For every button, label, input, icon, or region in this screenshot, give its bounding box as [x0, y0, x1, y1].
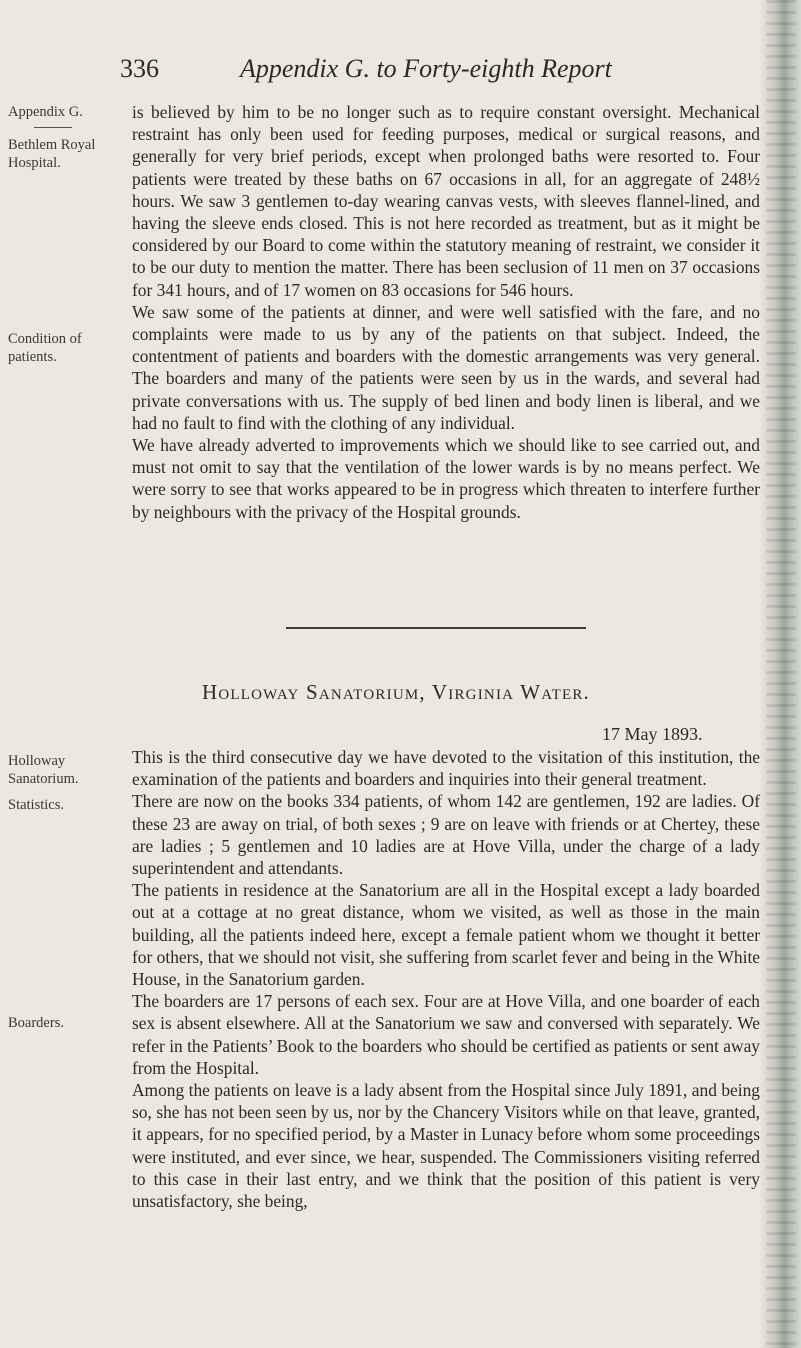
margin-note-condition: [8, 330, 126, 366]
margin-note-boarders: [8, 1014, 126, 1032]
margin-note-line: Statistics.: [8, 797, 64, 813]
body-text-lower: [132, 746, 760, 1212]
paragraph: We have already adverted to improvements which we should like to see carried out, and must not omit to say that the ventilation of the lower wards is by no means perfect. We were sorry to see that works appeared to be in progress which threaten to interfere further by neighbours with the privacy of the Hospital grounds.: [132, 435, 760, 522]
paragraph: The boarders are 17 persons of each sex. Four are at Hove Villa, and one boarder of each sex is absent elsewhere. All at the Sanatorium we saw and conversed with separately. We refer in the Patients’ Book to the boarders who should be certified as patients or sent away from the Hospital.: [132, 991, 760, 1078]
section-heading: Holloway Sanatorium, Virginia Water.: [202, 680, 591, 704]
paragraph: There are now on the books 334 patients, of whom 142 are gentlemen, 192 are ladies. Of these 23 are away on trial, of both sexes ; 9 are on leave with friends or at Chertey, these are ladies ; 5 gentlemen and 10 ladies are at Hove Villa, under the charge of a lady superintendent and attendants.: [132, 791, 760, 879]
paragraph: We saw some of the patients at dinner, and were well satisfied with the fare, and no complaints were made to us by any of the patients on that subject. Indeed, the contentment of patients and boarders with the domestic arrangements was very general. The boarders and many of the patients were seen by us in the wards, and several had private conversations with us. The supply of bed linen and body linen is liberal, and we had no fault to find with the clothing of any individual.: [132, 301, 760, 433]
margin-note-line: patients.: [8, 349, 57, 365]
page-edge-binding: [760, 0, 801, 1348]
margin-note-line: Appendix G.: [8, 104, 83, 120]
margin-note-statistics: [8, 796, 126, 814]
page-number: 336: [120, 54, 159, 83]
margin-note-bethlem: [8, 136, 126, 172]
margin-note-line: Boarders.: [8, 1015, 64, 1031]
running-head: [120, 54, 760, 94]
margin-note-line: Condition of: [8, 331, 82, 347]
margin-note-line: Bethlem Royal: [8, 137, 96, 153]
margin-note-line: Hospital.: [8, 155, 61, 171]
margin-divider: [34, 127, 72, 128]
margin-note-appendix: [8, 103, 126, 121]
section-divider-rule: [286, 627, 586, 629]
margin-note-line: Holloway: [8, 753, 66, 769]
margin-note-line: Sanatorium.: [8, 771, 79, 787]
section-date: 17 May 1893.: [602, 724, 703, 744]
body-text-upper: [132, 101, 760, 523]
running-title: Appendix G. to Forty-eighth Report: [240, 54, 612, 83]
paragraph: This is the third consecutive day we have devoted to the visitation of this institution, the examination of the patients and boarders and inquiries into their general treatment.: [132, 747, 760, 790]
paragraph: The patients in residence at the Sanatorium are all in the Hospital except a lady boarded out at a cottage at no great distance, whom we visited, as well as those in the main building, all the patients indeed here, except a female patient whom we thought it better for others, that we should not visit, she suffering from scarlet fever and being in the White House, in the Sanatorium garden.: [132, 880, 760, 990]
margin-note-holloway: [8, 752, 126, 788]
paragraph: is believed by him to be no longer such as to require constant oversight. Mechanical restraint has only been used for feeding purposes, medical or surgical reasons, and generally for very brief periods, except when prolonged baths were resorted to. Four patients were treated by these baths on 67 occasions in all, for an aggregate of 248½ hours. We saw 3 gentlemen to-day wearing canvas vests, with sleeves flannel-lined, and having the sleeve ends closed. This is not here recorded as treatment, but as it might be considered by our Board to come within the statutory meaning of restraint, we consider it to be our duty to mention the matter. There has been seclusion of 11 men on 37 occasions for 341 hours, and of 17 women on 83 occasions for 546 hours.: [132, 102, 760, 300]
paragraph: Among the patients on leave is a lady absent from the Hospital since July 1891, and being so, she has not been seen by us, nor by the Chancery Visitors while on that leave, granted, it appears, for no specified period, by a Master in Lunacy before whom some proceedings were instituted, and ever since, we hear, suspended. The Commissioners visiting referred to this case in their last entry, and we think that the position of this patient is very unsatisfactory, she being,: [132, 1080, 760, 1212]
